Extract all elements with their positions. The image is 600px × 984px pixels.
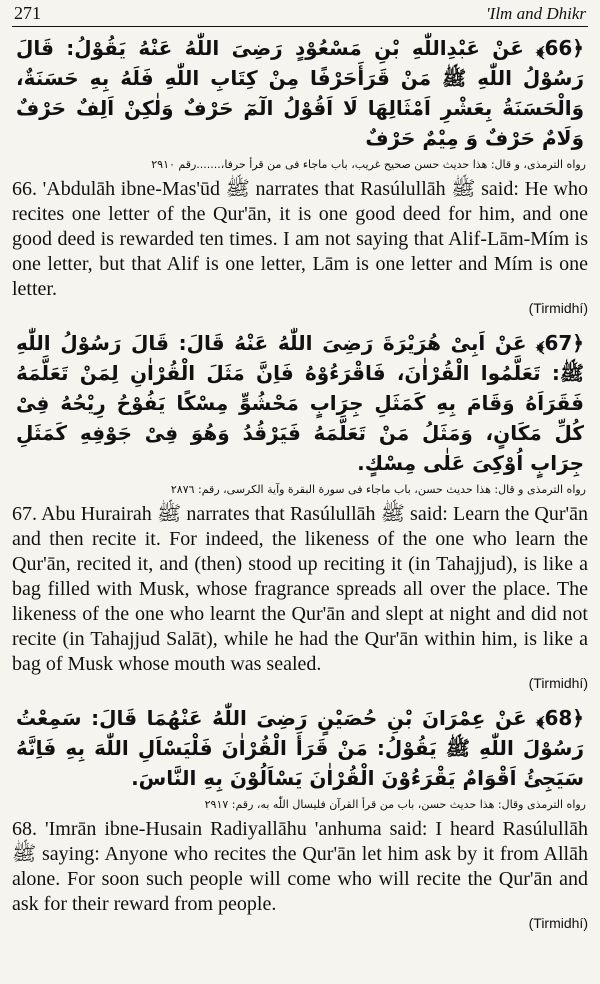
running-title: 'Ilm and Dhikr	[486, 4, 586, 23]
arabic-text: ﴿68﴾ عَنْ عِمْرَانَ بْنِ حُصَيْنٍ رَضِىَ اللّٰهُ عَنْهُمَا قَالَ: سَمِعْتُ رَسُوْلَ اللّٰهِ ﷺ يَقُوْلُ: مَنْ قَرَأَ الْقُرْاٰنَ فَلْيَسْاَلِ اللّٰهَ بِهِ فَاِنَّهُ سَيَجِئُ اَقْوَامٌ يَقْرَءُوْنَ الْقُرْاٰنَ يَسْاَلُوْنَ بِهِ النَّاسَ.	[16, 706, 584, 790]
hadith-section-66	[12, 33, 588, 316]
arabic-reference: رواه الترمذى و قال: هذا حديث حسن، باب ماجاء فى سورة البقرة وآية الكرسى، رقم: ٢٨٧٦	[170, 483, 586, 496]
arabic-text: ﴿66﴾ عَنْ عَبْدِاللّٰهِ بْنِ مَسْعُوْدٍ رَضِىَ اللّٰهُ عَنْهُ يَقُوْلُ: قَالَ رَسُوْلُ اللّٰهِ ﷺ مَنْ قَرَأَحَرْفًا مِنْ كِتَابِ اللّٰهِ فَلَهُ بِهِ حَسَنَةٌ، وَالْحَسَنَةُ بِعَشْرِ اَمْثَالِهَا لَا اَقُوْلُ الٓمٓ حَرْفٌ وَلٰكِنْ اَلِفٌ حَرْفٌ وَلَامٌ حَرْفٌ وَ مِيْمٌ حَرْفٌ	[16, 36, 584, 150]
english-translation	[12, 817, 588, 931]
english-translation	[12, 177, 588, 316]
arabic-reference: رواه الترمذى، و قال: هذا حديث حسن صحيح غريب، باب ماجاء فى من قرأ حرفا،.......رقم ٢٩١٠	[151, 158, 586, 171]
citation: (Tirmidhí)	[528, 915, 588, 931]
citation: (Tirmidhí)	[528, 675, 588, 691]
translation-text: 68. 'Imrān ibne-Husain Radiyallāhu 'anhuma said: I heard Rasúlullāh ﷺ saying: Anyone who recites the Qur'ān let him ask by it from Allāh alone. For soon such people will come who will recite the Qur'ān and ask for their reward from people.	[12, 818, 588, 915]
hadith-section-68	[12, 703, 588, 931]
translation-text: 67. Abu Hurairah ﷺ narrates that Rasúlullāh ﷺ said: Learn the Qur'ān and then recite it. For indeed, the likeness of the one who learn the Qur'ān, recited it, and (then) stood up reciting it (in Tahajjud), is like a bag filled with Musk, whose fragrance spreads all over the place. The likeness of the one who learnt the Qur'ān and slept at night and did not recite (in Tahajjud Salāt), while he had the Qur'ān within him, is like a bag of Musk whose mouth was sealed.	[12, 503, 589, 675]
citation: (Tirmidhí)	[528, 300, 588, 316]
english-translation	[12, 502, 588, 691]
hadith-section-67	[12, 328, 588, 691]
translation-text: 66. 'Abdulāh ibne-Mas'ūd ﷺ narrates that Rasúlullāh ﷺ said: He who recites one letter of the Qur'ān, it is one good deed for him, and one good deed is rewarded ten times. I am not saying that Alif-Lām-Mím is one letter, but that Alif is one letter, Lām is one letter and Mím is one letter.	[12, 178, 589, 300]
arabic-reference: رواه الترمذى وقال: هذا حديث حسن، باب من قرأ القرآن فليسال اللّٰه به، رقم: ٢٩١٧	[204, 798, 586, 811]
arabic-text: ﴿67﴾ عَنْ اَبِىْ هُرَيْرَةَ رَضِىَ اللّٰهُ عَنْهُ قَالَ: قَالَ رَسُوْلُ اللّٰهِ ﷺ: تَعَلَّمُوا الْقُرْاٰنَ، فَاقْرَءُوْهُ فَاِنَّ مَثَلَ الْقُرْاٰنِ لِمَنْ تَعَلَّمَهُ فَقَرَاَهُ وَقَامَ بِهِ كَمَثَلِ جِرَابٍ مَحْشُوٍّ مِسْكًا يَفُوْحُ رِيْحُهُ فِىْ كُلِّ مَكَانٍ، وَمَثَلُ مَنْ تَعَلَّمَهُ فَيَرْقُدُ وَهُوَ فِىْ جَوْفِهِ كَمَثَلِ جِرَابٍ اُوْكِىَ عَلٰى مِسْكٍ.	[16, 331, 584, 475]
page-header	[12, 0, 588, 27]
page-number: 271	[14, 3, 41, 23]
